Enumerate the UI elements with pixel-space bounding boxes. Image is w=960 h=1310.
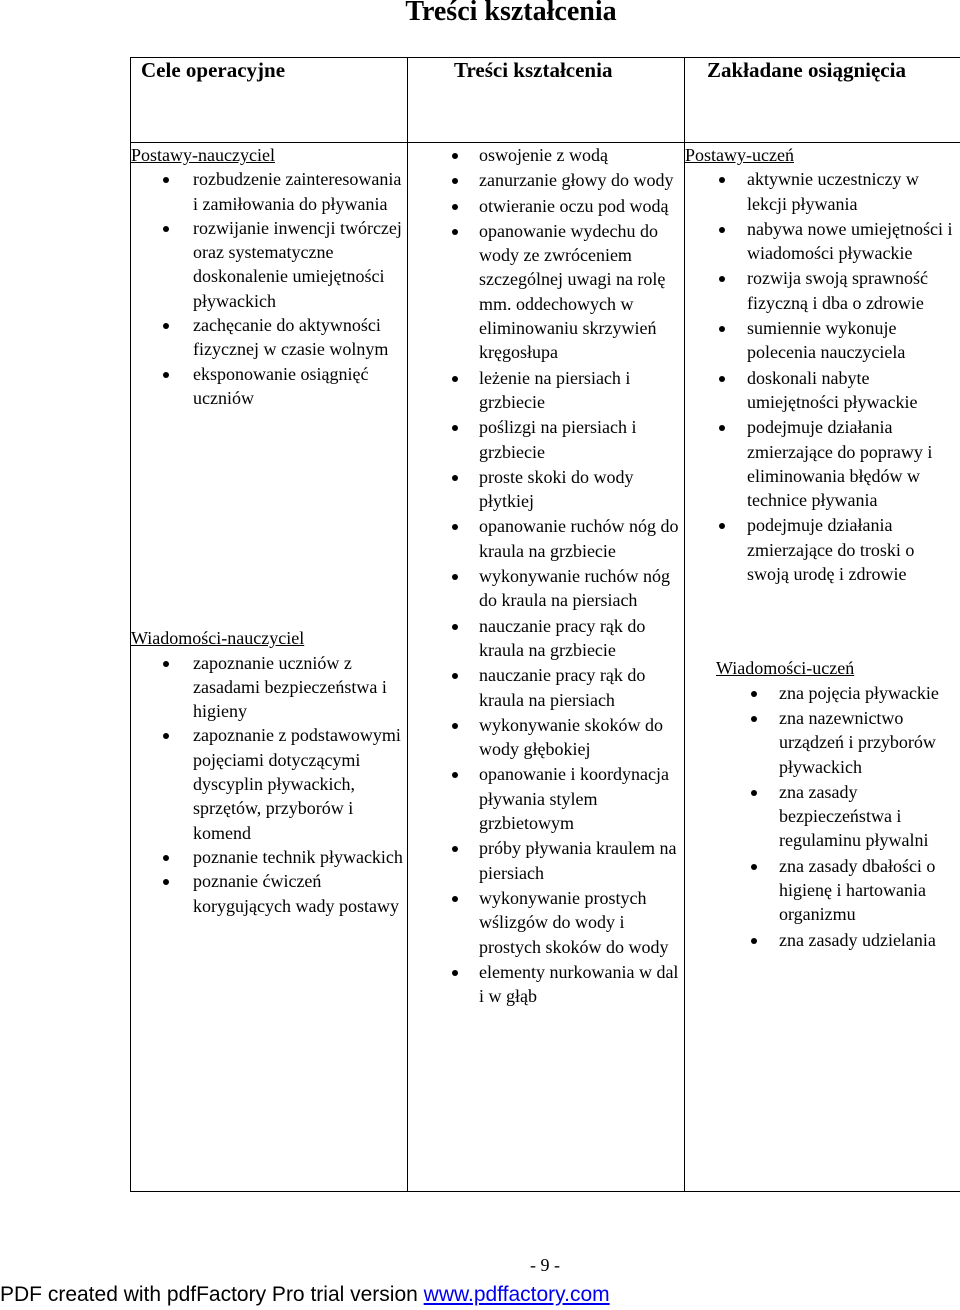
list-item-text: zna pojęcia pływackie (779, 682, 939, 703)
list-wiadomosci-nauczyciel (131, 651, 407, 918)
list-item-text: wykonywanie skoków do wody głębokiej (479, 714, 663, 760)
list-item (408, 366, 684, 415)
bullet-icon (751, 938, 757, 944)
table-body-row (131, 143, 960, 1192)
list-item (131, 723, 407, 844)
list-item-text: rozwijanie inwencji twórczej oraz systematyczne doskonalenie umiejętności pływackich (193, 217, 402, 311)
bullet-icon (163, 226, 169, 232)
list-item (131, 167, 407, 216)
list-item (408, 194, 684, 218)
list-item (408, 886, 684, 959)
list-item-text: zna nazewnictwo urządzeń i przyborów pływackich (779, 707, 936, 777)
list-item-text: nauczanie pracy rąk do kraula na grzbiecie (479, 615, 646, 660)
list-item-text: leżenie na piersiach i grzbiecie (479, 367, 631, 412)
list-item (408, 713, 684, 762)
list-item (131, 216, 407, 313)
column-zakladane-osiagniecia (685, 143, 960, 1192)
list-item-text: nabywa nowe umiejętności i wiadomości pływackie (747, 218, 953, 264)
column-tresci-ksztalcenia (408, 143, 685, 1192)
bullet-icon (452, 153, 458, 159)
list-item (408, 836, 684, 885)
list-item (685, 366, 960, 415)
list-item (408, 465, 684, 514)
list-item-text: opanowanie wydechu do wody ze zwróceniem szczególnej uwagi na rolę mm. oddechowych w eliminowaniu skrzywień kręgosłupa (479, 220, 666, 363)
list-item-text: proste skoki do wody płytkiej (479, 466, 634, 512)
section-title-wiadomosci-uczen: Wiadomości-uczeń (716, 658, 855, 679)
list-item (685, 415, 960, 512)
bullet-icon (452, 673, 458, 679)
list-item (685, 854, 960, 927)
list-tresci (408, 143, 684, 1008)
list-item (408, 219, 684, 365)
bullet-icon (163, 372, 169, 378)
list-item-text: wykonywanie prostych wślizgów do wody i prostych skoków do wody (479, 887, 669, 957)
list-item (408, 663, 684, 712)
footer-link[interactable]: www.pdffactory.com (423, 1283, 610, 1306)
list-item (408, 143, 684, 167)
list-item-text: zna zasady udzielania (779, 929, 936, 950)
bullet-icon (163, 879, 169, 885)
list-item-text: zapoznanie uczniów z zasadami bezpieczeństwa i higieny (193, 652, 387, 722)
list-item (408, 168, 684, 192)
bullet-icon (719, 227, 725, 233)
list-item-text: doskonali nabyte umiejętności pływackie (747, 367, 918, 412)
bullet-icon (452, 624, 458, 630)
bullet-icon (452, 970, 458, 976)
list-item (685, 681, 960, 705)
pdf-footer (0, 1283, 610, 1307)
bullet-icon (452, 896, 458, 902)
bullet-icon (163, 661, 169, 667)
bullet-icon (751, 864, 757, 870)
table-header-row (131, 58, 960, 143)
list-item-text: otwieranie oczu pod wodą (479, 195, 669, 216)
list-item (685, 780, 960, 853)
list-item (685, 167, 960, 216)
bullet-icon (452, 772, 458, 778)
list-item-text: eksponowanie osiągnięć uczniów (193, 363, 369, 408)
bullet-icon (452, 475, 458, 481)
list-item-text: opanowanie i koordynacja pływania stylem grzbietowym (479, 764, 669, 834)
list-item (131, 845, 407, 869)
list-wiadomosci-uczen (685, 681, 960, 952)
bullet-icon (452, 229, 458, 235)
list-item (685, 316, 960, 365)
bullet-icon (452, 376, 458, 382)
bullet-icon (719, 376, 725, 382)
list-item-text: aktywnie uczestniczy w lekcji pływania (747, 169, 919, 214)
list-item (685, 928, 960, 952)
bullet-icon (719, 326, 725, 332)
bullet-icon (751, 691, 757, 697)
header-tresci-ksztalcenia: Treści kształcenia (454, 58, 613, 82)
bullet-icon (719, 425, 725, 431)
list-item-text: rozbudzenie zainteresowania i zamiłowania do pływania (193, 169, 402, 214)
list-item (408, 960, 684, 1009)
list-postawy-nauczyciel (131, 167, 407, 410)
list-item (131, 362, 407, 411)
list-item-text: nauczanie pracy rąk do kraula na piersiach (479, 665, 646, 710)
list-item-text: poślizgi na piersiach i grzbiecie (479, 417, 637, 462)
list-item-text: elementy nurkowania w dal i w głąb (479, 961, 679, 1007)
list-item-text: wykonywanie ruchów nóg do kraula na piersiach (479, 566, 670, 611)
bullet-icon (163, 177, 169, 183)
bullet-icon (452, 723, 458, 729)
list-item-text: opanowanie ruchów nóg do kraula na grzbiecie (479, 516, 679, 561)
list-item-text: poznanie technik pływackich (193, 846, 403, 867)
list-item-text: poznanie ćwiczeń korygujących wady postawy (193, 871, 399, 916)
list-item-text: zapoznanie z podstawowymi pojęciami dotyczącymi dyscyplin pływackich, sprzętów, przyborów i komend (193, 725, 401, 843)
list-item (131, 313, 407, 362)
bullet-icon (452, 204, 458, 210)
bullet-icon (719, 177, 725, 183)
section-title-postawy-uczen: Postawy-uczeń (685, 145, 794, 165)
list-item-text: zanurzanie głowy do wody (479, 170, 674, 191)
list-item-text: podejmuje działania zmierzające do troski o swoją urodę i zdrowie (747, 515, 915, 585)
footer-text: PDF created with pdfFactory Pro trial version (0, 1283, 424, 1306)
section-title-wiadomosci-nauczyciel: Wiadomości-nauczyciel (131, 628, 305, 649)
page-title: Treści kształcenia (405, 0, 617, 27)
curriculum-table (130, 57, 960, 1192)
list-item (408, 564, 684, 613)
list-item (408, 415, 684, 464)
list-item-text: zachęcanie do aktywności fizycznej w czasie wolnym (193, 315, 389, 360)
bullet-icon (452, 425, 458, 431)
bullet-icon (163, 855, 169, 861)
list-item (685, 266, 960, 315)
section-title-postawy-nauczyciel: Postawy-nauczyciel (131, 145, 275, 165)
column-cele-operacyjne (131, 143, 408, 1192)
list-item (408, 762, 684, 835)
bullet-icon (452, 524, 458, 530)
bullet-icon (751, 790, 757, 796)
list-item (131, 869, 407, 918)
list-item-text: próby pływania kraulem na piersiach (479, 838, 677, 883)
list-item (685, 513, 960, 586)
list-item-text: oswojenie z wodą (479, 145, 608, 165)
list-item-text: zna zasady bezpieczeństwa i regulaminu pływalni (779, 781, 929, 851)
list-item (408, 514, 684, 563)
list-item (685, 217, 960, 266)
list-postawy-uczen (685, 167, 960, 586)
bullet-icon (452, 178, 458, 184)
page-number: - 9 - (530, 1255, 560, 1275)
bullet-icon (719, 276, 725, 282)
bullet-icon (452, 846, 458, 852)
bullet-icon (452, 574, 458, 580)
bullet-icon (163, 733, 169, 739)
list-item (131, 651, 407, 724)
bullet-icon (163, 323, 169, 329)
list-item (408, 614, 684, 663)
list-item-text: podejmuje działania zmierzające do poprawy i eliminowania błędów w technice pływania (747, 417, 933, 511)
list-item (685, 706, 960, 779)
list-item-text: sumiennie wykonuje polecenia nauczyciela (747, 318, 906, 363)
header-cele-operacyjne: Cele operacyjne (141, 58, 286, 82)
header-zakladane-osiagniecia: Zakładane osiągnięcia (707, 58, 906, 82)
list-item-text: rozwija swoją sprawność fizyczną i dba o zdrowie (747, 268, 928, 313)
bullet-icon (751, 716, 757, 722)
list-item-text: zna zasady dbałości o higienę i hartowania organizmu (779, 855, 936, 925)
bullet-icon (719, 523, 725, 529)
